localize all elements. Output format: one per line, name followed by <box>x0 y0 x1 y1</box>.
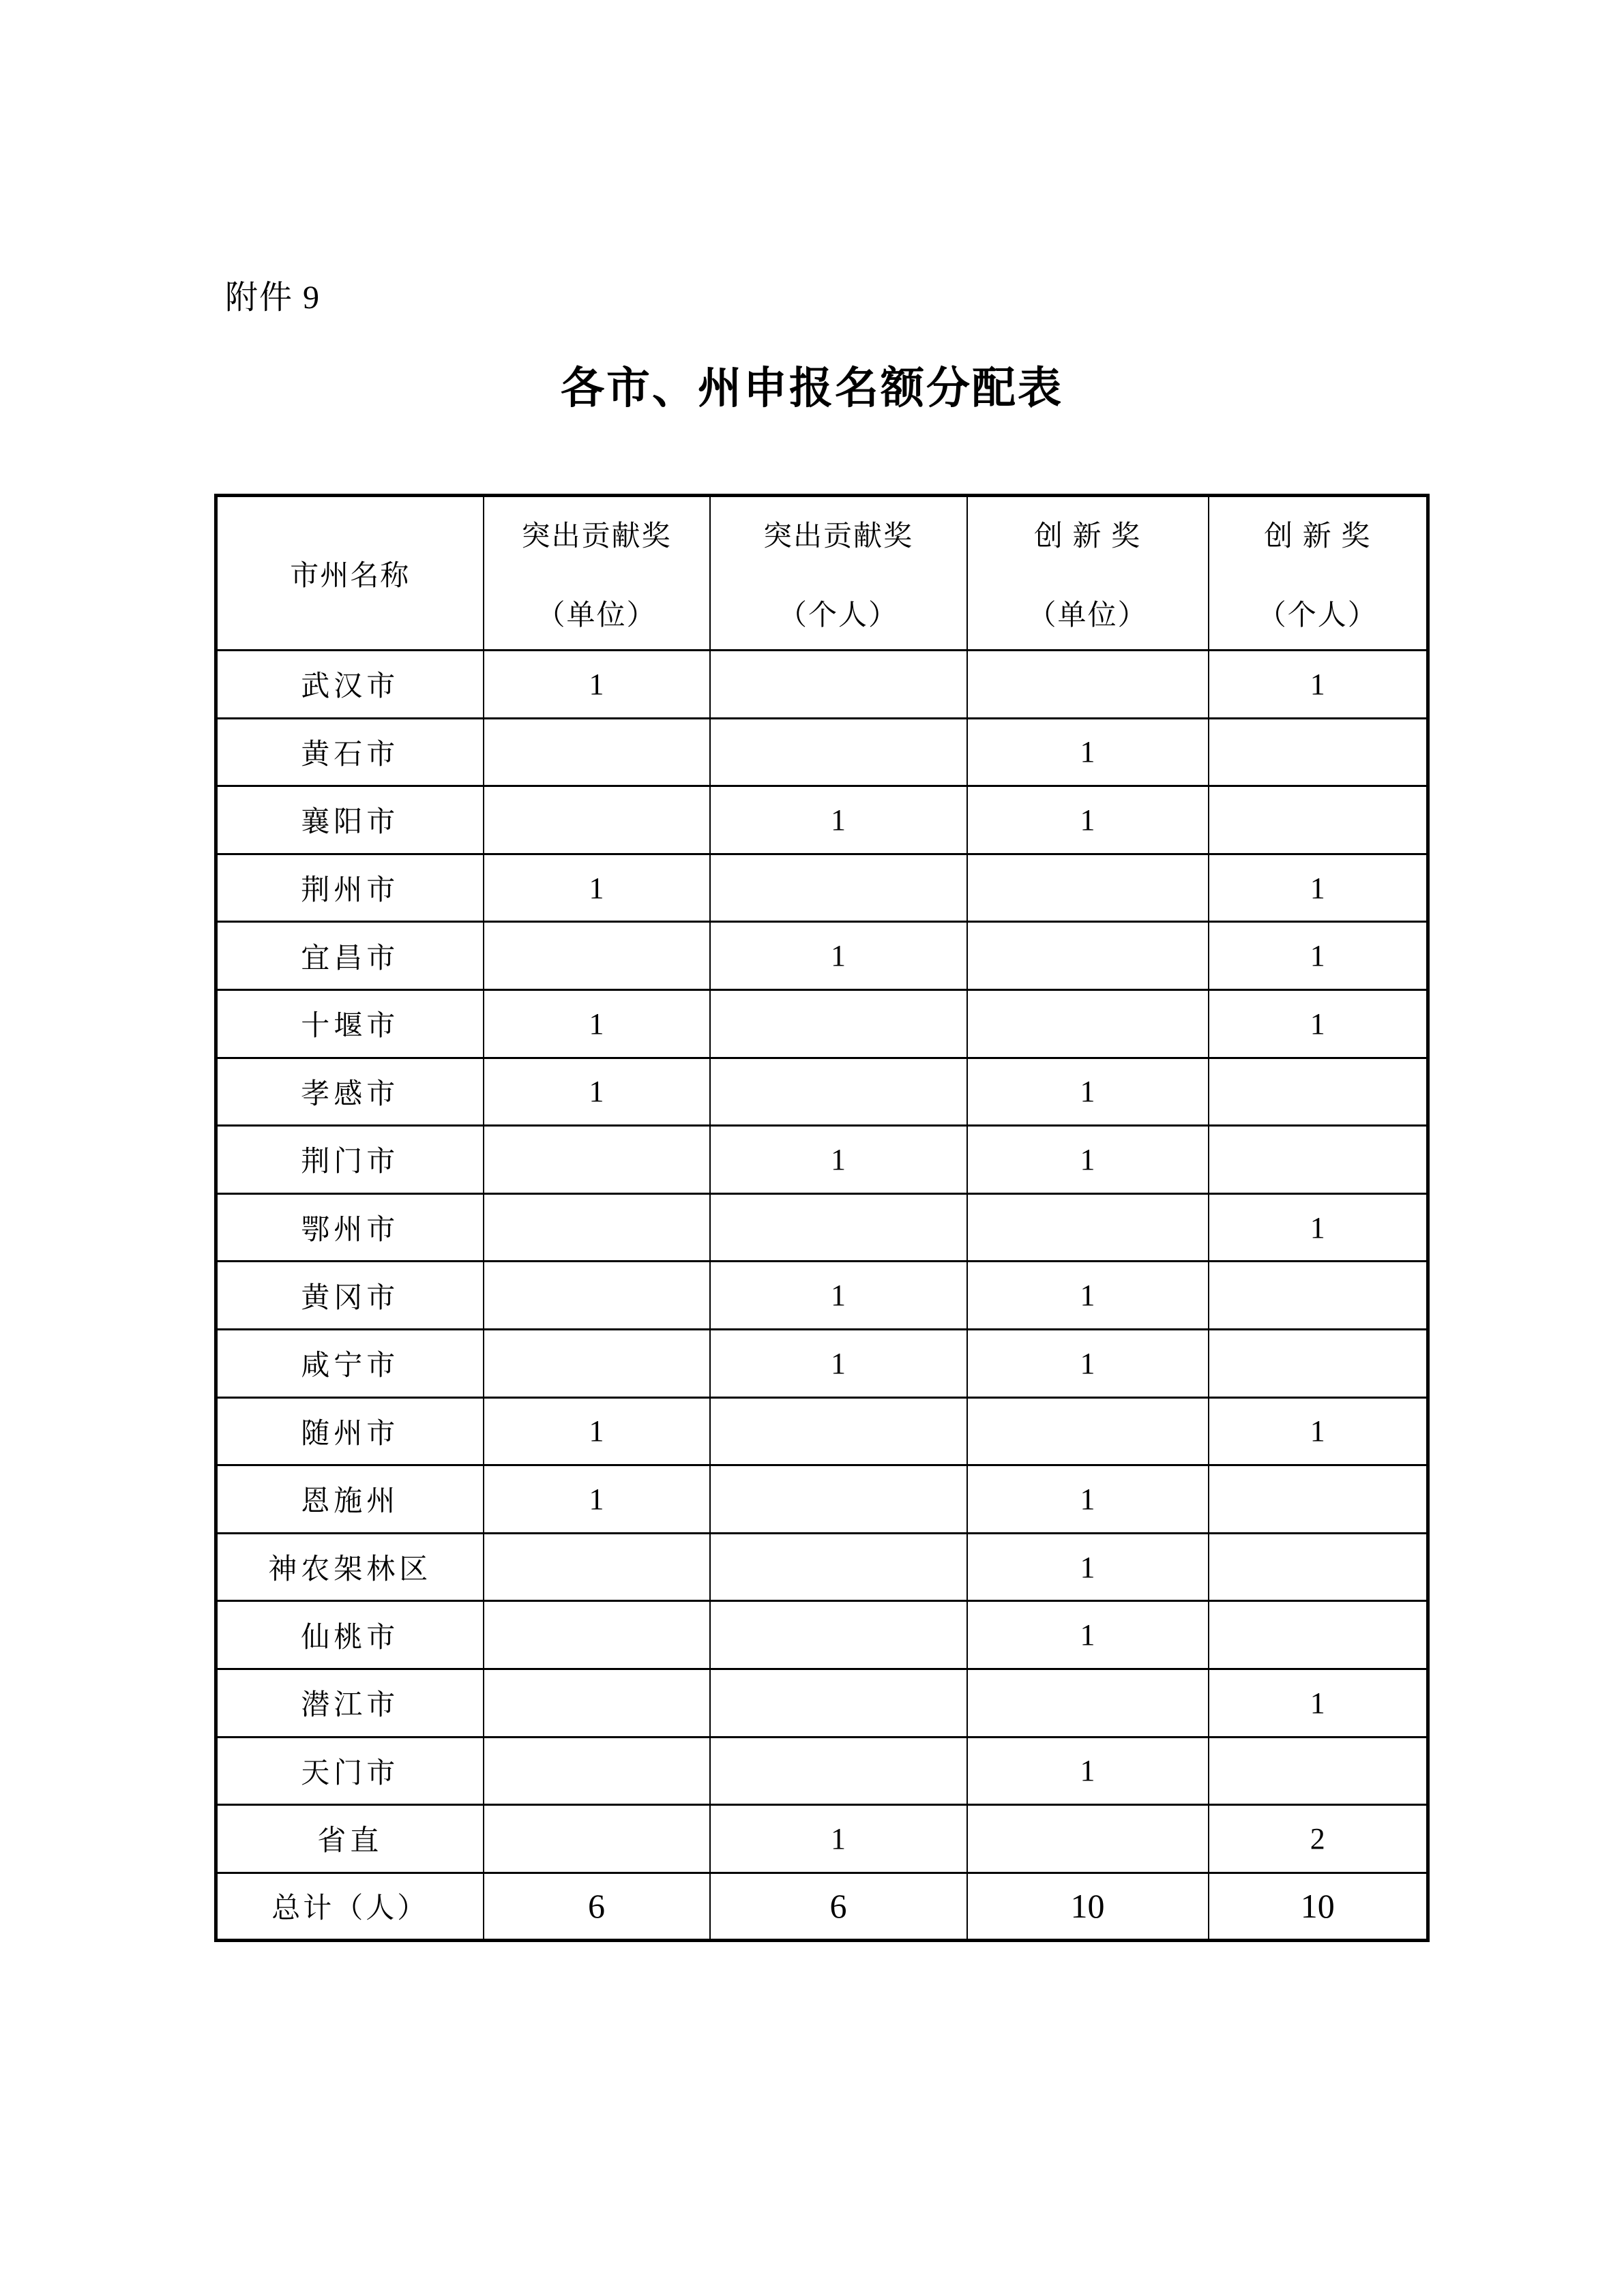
city-name-cell: 天门市 <box>216 1737 484 1805</box>
table-row <box>216 1397 1428 1465</box>
city-name-cell: 潜江市 <box>216 1669 484 1737</box>
column-header-inner <box>711 497 966 649</box>
value-cell: 1 <box>967 1533 1209 1601</box>
value-cell <box>1209 1262 1428 1330</box>
value-cell: 1 <box>1209 1669 1428 1737</box>
column-header-line1: 市州名称 <box>290 560 411 592</box>
value-cell: 1 <box>1209 922 1428 990</box>
column-header-innovation-unit <box>967 496 1209 651</box>
table-row <box>216 1262 1428 1330</box>
value-cell <box>967 651 1209 719</box>
value-cell <box>484 1601 710 1669</box>
value-cell: 1 <box>967 718 1209 786</box>
value-cell <box>967 1397 1209 1465</box>
value-cell <box>967 854 1209 922</box>
column-header-contribution-individual <box>710 496 967 651</box>
value-cell <box>484 922 710 990</box>
table-row <box>216 1465 1428 1534</box>
value-cell <box>1209 1329 1428 1397</box>
value-cell <box>484 1533 710 1601</box>
value-cell <box>710 1669 967 1737</box>
table-row <box>216 922 1428 990</box>
value-cell <box>484 1262 710 1330</box>
table-row <box>216 1669 1428 1737</box>
value-cell <box>710 854 967 922</box>
table-body <box>216 651 1428 1941</box>
table-row <box>216 1601 1428 1669</box>
value-cell <box>484 1126 710 1194</box>
value-cell: 6 <box>710 1873 967 1941</box>
column-header-line2: （单位） <box>1027 599 1148 631</box>
table-row <box>216 1193 1428 1262</box>
value-cell <box>710 1465 967 1534</box>
column-header-line2: （单位） <box>536 599 657 631</box>
city-name-cell: 黄冈市 <box>216 1262 484 1330</box>
city-name-cell: 黄石市 <box>216 718 484 786</box>
value-cell <box>484 1669 710 1737</box>
table-row <box>216 1126 1428 1194</box>
value-cell <box>1209 1058 1428 1126</box>
city-name-cell: 荆门市 <box>216 1126 484 1194</box>
table-row <box>216 1737 1428 1805</box>
value-cell: 1 <box>967 786 1209 854</box>
value-cell: 1 <box>710 922 967 990</box>
value-cell: 10 <box>967 1873 1209 1941</box>
column-header-inner <box>218 497 483 649</box>
value-cell: 1 <box>484 854 710 922</box>
city-name-cell: 武汉市 <box>216 651 484 719</box>
city-name-cell: 襄阳市 <box>216 786 484 854</box>
table-row <box>216 718 1428 786</box>
table-row <box>216 854 1428 922</box>
table-row <box>216 1329 1428 1397</box>
value-cell: 1 <box>1209 651 1428 719</box>
value-cell: 1 <box>710 1126 967 1194</box>
value-cell <box>1209 718 1428 786</box>
value-cell: 1 <box>967 1126 1209 1194</box>
value-cell: 1 <box>484 1058 710 1126</box>
value-cell <box>710 651 967 719</box>
value-cell <box>710 989 967 1058</box>
table-row <box>216 1533 1428 1601</box>
value-cell: 1 <box>710 1262 967 1330</box>
column-header-line1: 创 新 奖 <box>1033 520 1141 552</box>
table-row <box>216 1873 1428 1941</box>
city-name-cell: 孝感市 <box>216 1058 484 1126</box>
column-header-line1: 突出贡献奖 <box>763 520 913 552</box>
value-cell <box>484 1805 710 1873</box>
value-cell <box>710 1397 967 1465</box>
value-cell <box>710 1601 967 1669</box>
city-name-cell: 宜昌市 <box>216 922 484 990</box>
value-cell: 1 <box>967 1465 1209 1534</box>
value-cell <box>484 718 710 786</box>
value-cell: 1 <box>710 1329 967 1397</box>
header-row <box>216 496 1428 651</box>
city-name-cell: 恩施州 <box>216 1465 484 1534</box>
value-cell: 1 <box>1209 1397 1428 1465</box>
table-row <box>216 1058 1428 1126</box>
column-header-inner <box>484 497 709 649</box>
value-cell: 1 <box>1209 854 1428 922</box>
quota-table <box>214 494 1430 1942</box>
city-name-cell: 随州市 <box>216 1397 484 1465</box>
column-header-city-name <box>216 496 484 651</box>
table-row <box>216 1805 1428 1873</box>
value-cell: 1 <box>710 786 967 854</box>
column-header-line2: （个人） <box>778 599 898 631</box>
city-name-cell: 咸宁市 <box>216 1329 484 1397</box>
value-cell <box>710 1737 967 1805</box>
city-name-cell: 鄂州市 <box>216 1193 484 1262</box>
value-cell: 1 <box>967 1262 1209 1330</box>
column-header-innovation-individual <box>1209 496 1428 651</box>
value-cell: 1 <box>967 1737 1209 1805</box>
value-cell <box>710 1058 967 1126</box>
value-cell <box>710 1193 967 1262</box>
value-cell: 1 <box>484 651 710 719</box>
value-cell: 1 <box>1209 1193 1428 1262</box>
value-cell <box>1209 1126 1428 1194</box>
city-name-cell: 十堰市 <box>216 989 484 1058</box>
value-cell <box>1209 1737 1428 1805</box>
value-cell: 10 <box>1209 1873 1428 1941</box>
value-cell: 1 <box>484 1397 710 1465</box>
column-header-inner <box>1209 497 1427 649</box>
table-row <box>216 651 1428 719</box>
value-cell <box>1209 1465 1428 1534</box>
value-cell: 1 <box>484 1465 710 1534</box>
column-header-line1: 突出贡献奖 <box>521 520 672 552</box>
value-cell <box>1209 786 1428 854</box>
value-cell: 1 <box>484 989 710 1058</box>
value-cell: 1 <box>967 1601 1209 1669</box>
value-cell <box>484 786 710 854</box>
value-cell <box>967 989 1209 1058</box>
value-cell <box>710 1533 967 1601</box>
value-cell <box>967 1805 1209 1873</box>
value-cell <box>967 1669 1209 1737</box>
city-name-cell: 神农架林区 <box>216 1533 484 1601</box>
city-name-cell: 荆州市 <box>216 854 484 922</box>
value-cell: 6 <box>484 1873 710 1941</box>
value-cell: 1 <box>967 1329 1209 1397</box>
value-cell: 1 <box>967 1058 1209 1126</box>
value-cell <box>484 1737 710 1805</box>
value-cell <box>484 1193 710 1262</box>
attachment-label: 附件 9 <box>225 280 321 316</box>
value-cell <box>967 1193 1209 1262</box>
city-name-cell: 仙桃市 <box>216 1601 484 1669</box>
value-cell <box>1209 1533 1428 1601</box>
city-name-cell: 总计（人） <box>216 1873 484 1941</box>
column-header-inner <box>968 497 1208 649</box>
table-row <box>216 786 1428 854</box>
column-header-contribution-unit <box>484 496 710 651</box>
value-cell: 1 <box>710 1805 967 1873</box>
city-name-cell: 省直 <box>216 1805 484 1873</box>
value-cell <box>1209 1601 1428 1669</box>
value-cell <box>484 1329 710 1397</box>
column-header-line2: （个人） <box>1257 599 1378 631</box>
table-row <box>216 989 1428 1058</box>
value-cell: 1 <box>1209 989 1428 1058</box>
page-title: 各市、州申报名额分配表 <box>561 364 1063 413</box>
value-cell: 2 <box>1209 1805 1428 1873</box>
column-header-line1: 创 新 奖 <box>1264 520 1372 552</box>
value-cell <box>967 922 1209 990</box>
value-cell <box>710 718 967 786</box>
